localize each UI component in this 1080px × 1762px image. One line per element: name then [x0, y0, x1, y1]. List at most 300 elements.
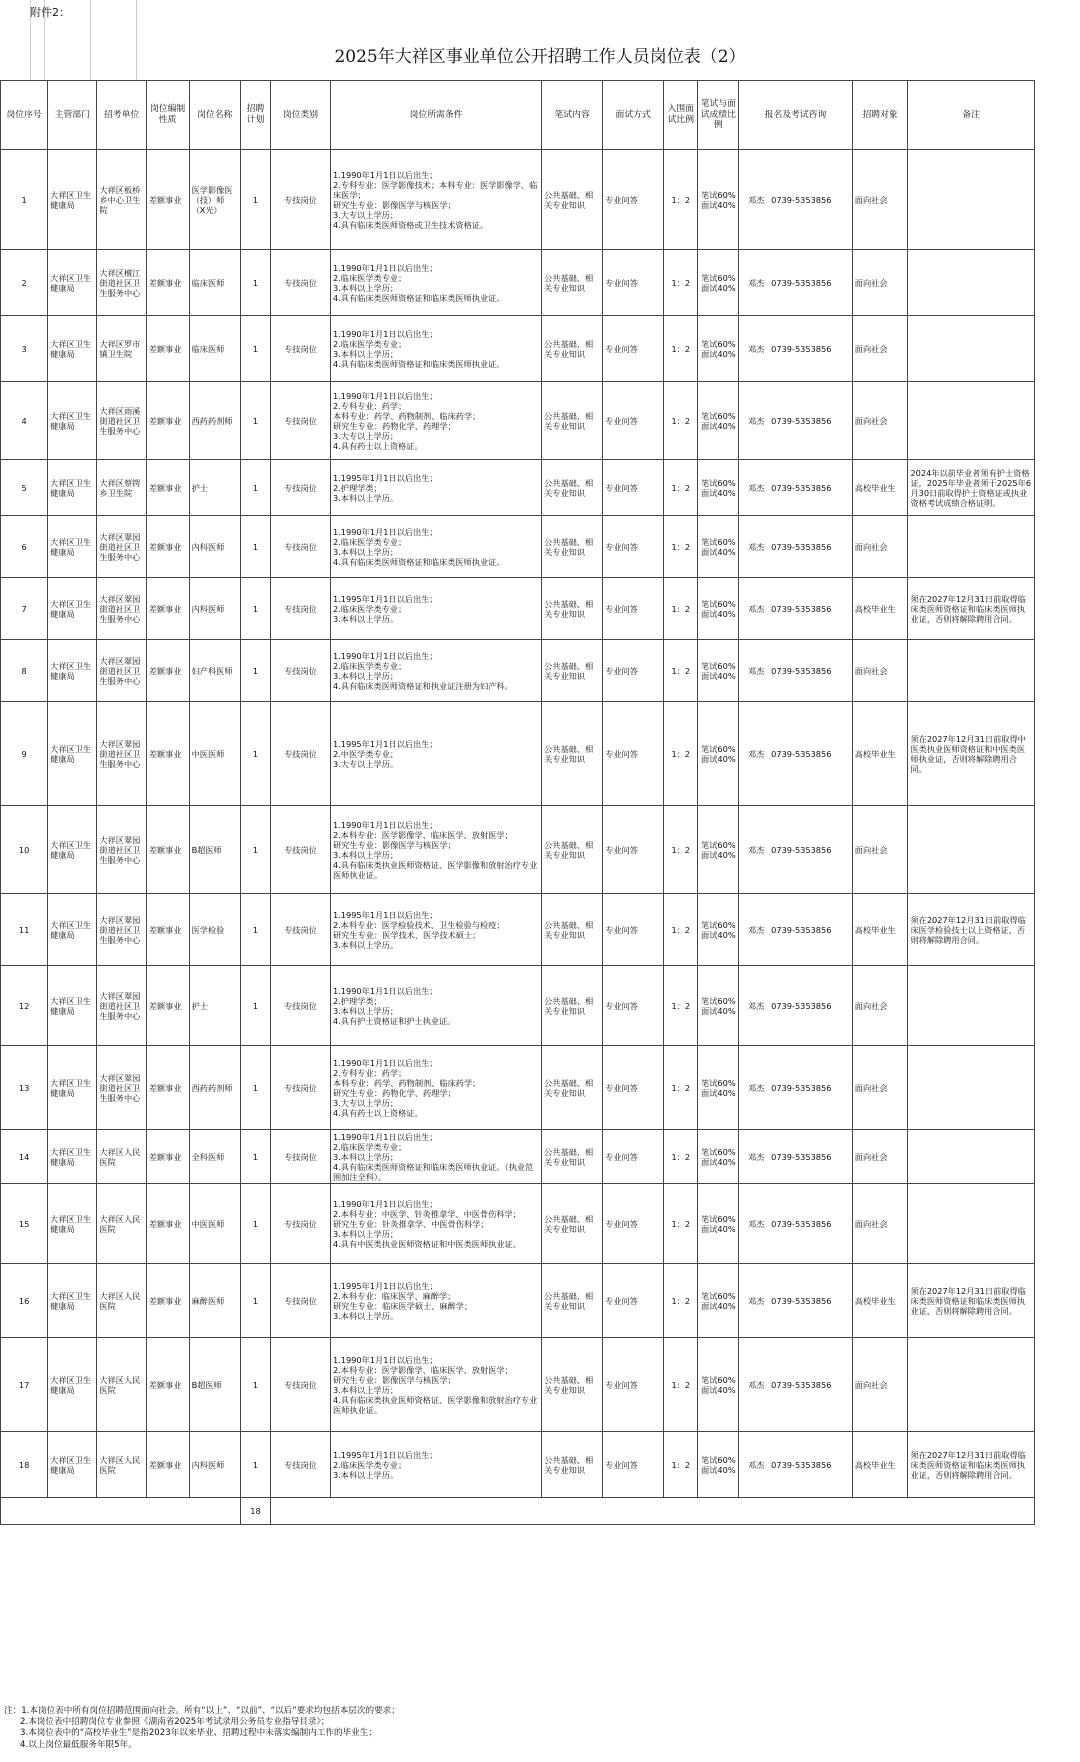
row-ratio: 1：2: [664, 1046, 698, 1130]
row-seq: 17: [1, 1338, 48, 1432]
contact-phone: 0739-5353856: [771, 1295, 832, 1306]
condition-line: 研究生专业：针灸推拿学、中医骨伤科学；: [332, 1218, 489, 1229]
row-position-name: 医学影像医（技）师（X光）: [189, 150, 240, 250]
condition-line: 2.专科专业：药学；: [332, 1067, 407, 1078]
row-category: 专技岗位: [270, 1046, 330, 1130]
table-row: [1, 806, 1035, 894]
row-ratio: 1：2: [664, 316, 698, 382]
footnote-3: 3.本岗位表中的“高校毕业生”是指2023年以来毕业、招聘过程中未落实编制内工作的毕业生；: [20, 1728, 377, 1739]
row-category: 专技岗位: [270, 250, 330, 316]
row-weight: 笔试60%面试40%: [698, 1264, 739, 1338]
condition-line: 研究生专业：医学技术、医学技术硕士；: [332, 929, 481, 940]
row-written: 公共基础、相关专业知识: [542, 316, 603, 382]
row-seq: 6: [1, 516, 48, 578]
contact-phone: 0739-5353856: [771, 1000, 832, 1011]
row-plan: 1: [240, 702, 270, 806]
row-seq: 10: [1, 806, 48, 894]
header-contact: 报名及考试咨询: [739, 81, 853, 150]
row-nature: 差额事业: [146, 316, 189, 382]
row-target: 面向社会: [852, 1184, 908, 1264]
row-interview: 专业问答: [603, 640, 664, 702]
row-position-name: 护士: [189, 460, 240, 516]
row-written: 公共基础、相关专业知识: [542, 1184, 603, 1264]
row-plan: 1: [240, 516, 270, 578]
row-position-name: 中医医师: [189, 702, 240, 806]
row-dept: 大祥区卫生健康局: [48, 382, 97, 460]
row-contact: [739, 1184, 853, 1264]
row-position-name: 内科医师: [189, 1432, 240, 1498]
row-plan: 1: [240, 1130, 270, 1184]
row-plan: 1: [240, 1432, 270, 1498]
row-ratio: 1：2: [664, 702, 698, 806]
row-target: 高校毕业生: [852, 460, 908, 516]
row-position-name: 全科医师: [189, 1130, 240, 1184]
condition-line: 2.专科专业：医学影像技术；本科专业：医学影像学、临床医学；: [332, 179, 538, 200]
row-conditions: [330, 1432, 541, 1498]
row-target: 面向社会: [852, 150, 908, 250]
row-conditions: [330, 460, 541, 516]
row-weight: 笔试60%面试40%: [698, 150, 739, 250]
condition-line: 2.本科专业：临床医学、麻醉学；: [332, 1290, 456, 1301]
condition-line: 2.临床医学类专业；: [332, 338, 407, 349]
contact-person: 邓杰: [747, 482, 765, 493]
row-position-name: 西药药剂师: [189, 382, 240, 460]
row-unit: 大祥区人民医院: [97, 1338, 146, 1432]
row-remarks: [908, 966, 1035, 1046]
row-contact: [739, 460, 853, 516]
table-row: [1, 578, 1035, 640]
row-remarks: [908, 1130, 1035, 1184]
condition-line: 2.临床医学类专业；: [332, 272, 407, 283]
condition-line: 4.具有临床类医师资格证和临床类医师执业证。: [332, 556, 505, 567]
row-nature: 差额事业: [146, 460, 189, 516]
footnotes: [4, 1706, 400, 1751]
row-unit: 大祥区檀江街道社区卫生服务中心: [97, 250, 146, 316]
header-dept: 主管部门: [48, 81, 97, 150]
row-dept: 大祥区卫生健康局: [48, 316, 97, 382]
row-remarks: [908, 806, 1035, 894]
row-ratio: 1：2: [664, 578, 698, 640]
row-category: 专技岗位: [270, 578, 330, 640]
table-row: [1, 382, 1035, 460]
row-plan: 1: [240, 382, 270, 460]
row-contact: [739, 806, 853, 894]
row-remarks: [908, 1184, 1035, 1264]
row-written: 公共基础、相关专业知识: [542, 702, 603, 806]
row-remarks: 须在2027年12月31日前取得临床类医师资格证和临床类医师执业证，否则将解除聘用合同。: [908, 1264, 1035, 1338]
row-written: 公共基础、相关专业知识: [542, 250, 603, 316]
row-written: 公共基础、相关专业知识: [542, 640, 603, 702]
total-plan: 18: [240, 1498, 270, 1525]
row-category: 专技岗位: [270, 516, 330, 578]
row-seq: 13: [1, 1046, 48, 1130]
row-ratio: 1：2: [664, 382, 698, 460]
row-ratio: 1：2: [664, 250, 698, 316]
row-remarks: [908, 150, 1035, 250]
condition-line: 3.本科以上学历；: [332, 1005, 399, 1016]
condition-line: 2.护理学类；: [332, 995, 382, 1006]
row-remarks: [908, 250, 1035, 316]
row-interview: 专业问答: [603, 1184, 664, 1264]
row-written: 公共基础、相关专业知识: [542, 150, 603, 250]
row-conditions: [330, 578, 541, 640]
row-nature: 差额事业: [146, 894, 189, 966]
row-interview: 专业问答: [603, 702, 664, 806]
row-contact: [739, 1046, 853, 1130]
row-weight: 笔试60%面试40%: [698, 1432, 739, 1498]
contact-phone: 0739-5353856: [771, 194, 832, 205]
row-nature: 差额事业: [146, 806, 189, 894]
condition-line: 3.本科以上学历；: [332, 348, 399, 359]
row-remarks: [908, 382, 1035, 460]
row-plan: 1: [240, 806, 270, 894]
row-ratio: 1：2: [664, 1130, 698, 1184]
row-nature: 差额事业: [146, 250, 189, 316]
row-category: 专技岗位: [270, 966, 330, 1046]
row-target: 面向社会: [852, 250, 908, 316]
title-bar: [0, 0, 1080, 80]
row-weight: 笔试60%面试40%: [698, 702, 739, 806]
condition-line: 3.大专以上学历；: [332, 1097, 399, 1108]
row-written: 公共基础、相关专业知识: [542, 382, 603, 460]
row-conditions: [330, 150, 541, 250]
row-plan: 1: [240, 1338, 270, 1432]
condition-line: 1.1995年1月1日以后出生；: [332, 909, 438, 920]
row-dept: 大祥区卫生健康局: [48, 806, 97, 894]
row-conditions: [330, 1264, 541, 1338]
row-unit: 大祥区人民医院: [97, 1130, 146, 1184]
row-conditions: [330, 1184, 541, 1264]
row-category: 专技岗位: [270, 640, 330, 702]
contact-person: 邓杰: [747, 415, 765, 426]
contact-phone: 0739-5353856: [771, 665, 832, 676]
row-unit: 大祥区雨溪街道社区卫生服务中心: [97, 382, 146, 460]
row-weight: 笔试60%面试40%: [698, 578, 739, 640]
header-plan: 招聘计划: [240, 81, 270, 150]
table-body: [1, 150, 1035, 1498]
table-row: [1, 966, 1035, 1046]
condition-line: 2.本科专业：医学检验技术、卫生检验与检疫；: [332, 919, 505, 930]
contact-phone: 0739-5353856: [771, 343, 832, 354]
condition-line: 3.本科以上学历；: [332, 1384, 399, 1395]
row-unit: 大祥区翠园街道社区卫生服务中心: [97, 578, 146, 640]
row-ratio: 1：2: [664, 1184, 698, 1264]
contact-person: 邓杰: [747, 277, 765, 288]
condition-line: 4.具有临床类医师资格证和临床类医师执业证。: [332, 358, 505, 369]
row-plan: 1: [240, 250, 270, 316]
row-seq: 14: [1, 1130, 48, 1184]
row-seq: 3: [1, 316, 48, 382]
row-seq: 8: [1, 640, 48, 702]
row-weight: 笔试60%面试40%: [698, 250, 739, 316]
row-unit: 大祥区翠园街道社区卫生服务中心: [97, 966, 146, 1046]
row-dept: 大祥区卫生健康局: [48, 516, 97, 578]
row-conditions: [330, 250, 541, 316]
total-blank-right: [270, 1498, 1034, 1525]
condition-line: 2.专科专业：药学；: [332, 400, 407, 411]
contact-person: 邓杰: [747, 541, 765, 552]
total-row: [1, 1498, 1035, 1525]
condition-line: 2.临床医学类专业；: [332, 1459, 407, 1470]
row-position-name: B超医师: [189, 806, 240, 894]
contact-person: 邓杰: [747, 1295, 765, 1306]
row-category: 专技岗位: [270, 460, 330, 516]
row-plan: 1: [240, 966, 270, 1046]
header-name: 岗位名称: [189, 81, 240, 150]
row-weight: 笔试60%面试40%: [698, 1338, 739, 1432]
row-weight: 笔试60%面试40%: [698, 894, 739, 966]
row-written: 公共基础、相关专业知识: [542, 806, 603, 894]
row-contact: [739, 1432, 853, 1498]
row-unit: 大祥区人民医院: [97, 1432, 146, 1498]
table-row: [1, 516, 1035, 578]
row-target: 高校毕业生: [852, 702, 908, 806]
table-row: [1, 316, 1035, 382]
row-contact: [739, 316, 853, 382]
row-weight: 笔试60%面试40%: [698, 460, 739, 516]
row-position-name: 内科医师: [189, 578, 240, 640]
contact-person: 邓杰: [747, 343, 765, 354]
condition-line: 3.本科以上学历；: [332, 546, 399, 557]
table-row: [1, 1264, 1035, 1338]
row-conditions: [330, 640, 541, 702]
contact-person: 邓杰: [747, 1379, 765, 1390]
row-interview: 专业问答: [603, 578, 664, 640]
condition-line: 3.本科以上学历。: [332, 939, 399, 950]
row-remarks: 须在2027年12月31日前取得临床类医师资格证和临床类医师执业证，否则将解除聘用合同。: [908, 1432, 1035, 1498]
condition-line: 研究生专业：药物化学、药理学；: [332, 420, 456, 431]
row-contact: [739, 250, 853, 316]
row-contact: [739, 382, 853, 460]
contact-phone: 0739-5353856: [771, 482, 832, 493]
row-nature: 差额事业: [146, 1046, 189, 1130]
row-conditions: [330, 1338, 541, 1432]
contact-person: 邓杰: [747, 924, 765, 935]
header-remarks: 备注: [908, 81, 1035, 150]
row-interview: 专业问答: [603, 1338, 664, 1432]
contact-person: 邓杰: [747, 603, 765, 614]
condition-line: 1.1990年1月1日以后出生；: [332, 985, 438, 996]
condition-line: 2.本科专业：医学影像学、临床医学、放射医学；: [332, 1364, 513, 1375]
row-plan: 1: [240, 1264, 270, 1338]
condition-line: 1.1995年1月1日以后出生；: [332, 472, 438, 483]
row-position-name: 护士: [189, 966, 240, 1046]
row-position-name: 中医医师: [189, 1184, 240, 1264]
row-unit: 大祥区翠园街道社区卫生服务中心: [97, 894, 146, 966]
row-position-name: 妇产科医师: [189, 640, 240, 702]
row-nature: 差额事业: [146, 382, 189, 460]
row-category: 专技岗位: [270, 1432, 330, 1498]
row-interview: 专业问答: [603, 1432, 664, 1498]
header-weight: 笔试与面试成绩比例: [698, 81, 739, 150]
row-dept: 大祥区卫生健康局: [48, 702, 97, 806]
condition-line: 2.临床医学类专业；: [332, 536, 407, 547]
table-row: [1, 1432, 1035, 1498]
positions-table: [0, 80, 1035, 1525]
row-dept: 大祥区卫生健康局: [48, 1046, 97, 1130]
row-remarks: [908, 640, 1035, 702]
row-conditions: [330, 316, 541, 382]
header-category: 岗位类别: [270, 81, 330, 150]
row-plan: 1: [240, 150, 270, 250]
row-interview: 专业问答: [603, 1046, 664, 1130]
row-unit: 大祥区人民医院: [97, 1264, 146, 1338]
condition-line: 1.1990年1月1日以后出生；: [332, 262, 438, 273]
row-plan: 1: [240, 894, 270, 966]
row-unit: 大祥区蔡锷乡卫生院: [97, 460, 146, 516]
row-interview: 专业问答: [603, 966, 664, 1046]
condition-line: 4.具有临床类执业医师资格证、医学影像和放射治疗专业医师执业证。: [332, 859, 538, 880]
row-plan: 1: [240, 316, 270, 382]
row-unit: 大祥区翠园街道社区卫生服务中心: [97, 640, 146, 702]
condition-line: 1.1995年1月1日以后出生；: [332, 1449, 438, 1460]
row-contact: [739, 150, 853, 250]
condition-line: 3.本科以上学历；: [332, 849, 399, 860]
table-row: [1, 1184, 1035, 1264]
row-category: 专技岗位: [270, 1338, 330, 1432]
row-ratio: 1：2: [664, 460, 698, 516]
row-position-name: B超医师: [189, 1338, 240, 1432]
condition-line: 4.具有临床类执业医师资格证、医学影像和放射治疗专业医师执业证。: [332, 1394, 538, 1415]
contact-person: 邓杰: [747, 194, 765, 205]
row-target: 面向社会: [852, 1130, 908, 1184]
row-unit: 大祥区翠园街道社区卫生服务中心: [97, 806, 146, 894]
contact-phone: 0739-5353856: [771, 844, 832, 855]
row-nature: 差额事业: [146, 702, 189, 806]
condition-line: 1.1990年1月1日以后出生；: [332, 328, 438, 339]
row-dept: 大祥区卫生健康局: [48, 640, 97, 702]
condition-line: 1.1990年1月1日以后出生；: [332, 526, 438, 537]
condition-line: 3.本科以上学历；: [332, 282, 399, 293]
condition-line: 4.具有临床类医师资格证和临床类医师执业证。: [332, 292, 505, 303]
contact-phone: 0739-5353856: [771, 1082, 832, 1093]
condition-line: 4.具有临床类医师资格证和执业证注册为妇产科。: [332, 680, 513, 691]
row-weight: 笔试60%面试40%: [698, 316, 739, 382]
row-dept: 大祥区卫生健康局: [48, 460, 97, 516]
row-plan: 1: [240, 578, 270, 640]
row-target: 面向社会: [852, 1338, 908, 1432]
table-row: [1, 1338, 1035, 1432]
row-contact: [739, 516, 853, 578]
row-dept: 大祥区卫生健康局: [48, 1432, 97, 1498]
row-written: 公共基础、相关专业知识: [542, 1130, 603, 1184]
condition-line: 本科专业：药学、药物制剂、临床药学；: [332, 410, 481, 421]
row-target: 面向社会: [852, 640, 908, 702]
row-weight: 笔试60%面试40%: [698, 640, 739, 702]
row-ratio: 1：2: [664, 894, 698, 966]
row-nature: 差额事业: [146, 640, 189, 702]
row-interview: 专业问答: [603, 516, 664, 578]
condition-line: 2.护理学类；: [332, 482, 382, 493]
row-interview: 专业问答: [603, 460, 664, 516]
row-ratio: 1：2: [664, 150, 698, 250]
header-unit: 招考单位: [97, 81, 146, 150]
row-nature: 差额事业: [146, 966, 189, 1046]
row-written: 公共基础、相关专业知识: [542, 460, 603, 516]
contact-phone: 0739-5353856: [771, 277, 832, 288]
row-interview: 专业问答: [603, 250, 664, 316]
row-seq: 12: [1, 966, 48, 1046]
row-interview: 专业问答: [603, 382, 664, 460]
contact-phone: 0739-5353856: [771, 541, 832, 552]
row-dept: 大祥区卫生健康局: [48, 1338, 97, 1432]
footnote-4: 4.以上岗位最低服务年限5年。: [20, 1739, 137, 1750]
condition-line: 3.本科以上学历；: [332, 670, 399, 681]
condition-line: 1.1990年1月1日以后出生；: [332, 1131, 438, 1142]
header-seq: 岗位序号: [1, 81, 48, 150]
row-remarks: 须在2027年12月31日前取得临床类医师资格证和临床类医师执业证，否则将解除聘用合同。: [908, 578, 1035, 640]
row-weight: 笔试60%面试40%: [698, 382, 739, 460]
condition-line: 4.具有临床类医师资格证和临床类医师执业证。（执业范围加注全科）。: [332, 1161, 534, 1182]
header-nature: 岗位编制性质: [146, 81, 189, 150]
row-target: 面向社会: [852, 966, 908, 1046]
row-interview: 专业问答: [603, 1130, 664, 1184]
row-unit: 大祥区罗市镇卫生院: [97, 316, 146, 382]
row-seq: 1: [1, 150, 48, 250]
attachment-label: 附件2：: [30, 6, 70, 19]
row-target: 面向社会: [852, 806, 908, 894]
row-conditions: [330, 894, 541, 966]
row-seq: 15: [1, 1184, 48, 1264]
row-seq: 9: [1, 702, 48, 806]
condition-line: 1.1990年1月1日以后出生；: [332, 390, 438, 401]
header-ratio: 入围面试比例: [664, 81, 698, 150]
row-plan: 1: [240, 640, 270, 702]
row-plan: 1: [240, 1046, 270, 1130]
row-weight: 笔试60%面试40%: [698, 516, 739, 578]
row-written: 公共基础、相关专业知识: [542, 894, 603, 966]
condition-line: 2.临床医学类专业；: [332, 603, 407, 614]
contact-phone: 0739-5353856: [771, 415, 832, 426]
row-written: 公共基础、相关专业知识: [542, 1046, 603, 1130]
row-category: 专技岗位: [270, 702, 330, 806]
row-target: 高校毕业生: [852, 578, 908, 640]
row-ratio: 1：2: [664, 516, 698, 578]
condition-line: 研究生专业：药物化学、药理学；: [332, 1087, 456, 1098]
row-interview: 专业问答: [603, 1264, 664, 1338]
row-dept: 大祥区卫生健康局: [48, 966, 97, 1046]
row-dept: 大祥区卫生健康局: [48, 150, 97, 250]
row-position-name: 麻醉医师: [189, 1264, 240, 1338]
row-contact: [739, 894, 853, 966]
table-row: [1, 702, 1035, 806]
row-remarks: 2024年以前毕业者须有护士资格证，2025年毕业者须于2025年6月30日前取得护士资格证或执业资格考试成绩合格证明。: [908, 460, 1035, 516]
condition-line: 3.大专以上学历。: [332, 758, 399, 769]
condition-line: 1.1990年1月1日以后出生；: [332, 1354, 438, 1365]
row-remarks: [908, 1046, 1035, 1130]
table-row: [1, 1130, 1035, 1184]
row-category: 专技岗位: [270, 316, 330, 382]
condition-line: 2.本科专业：医学影像学、临床医学、放射医学；: [332, 829, 513, 840]
table-row: [1, 460, 1035, 516]
row-category: 专技岗位: [270, 1264, 330, 1338]
condition-line: 研究生专业：影像医学与核医学；: [332, 199, 456, 210]
row-weight: 笔试60%面试40%: [698, 1184, 739, 1264]
contact-person: 邓杰: [747, 1082, 765, 1093]
row-remarks: [908, 316, 1035, 382]
contact-person: 邓杰: [747, 665, 765, 676]
contact-phone: 0739-5353856: [771, 924, 832, 935]
table-row: [1, 640, 1035, 702]
condition-line: 3.大专以上学历；: [332, 209, 399, 220]
condition-line: 2.临床医学类专业；: [332, 1141, 407, 1152]
condition-line: 1.1995年1月1日以后出生；: [332, 593, 438, 604]
header-conditions: 岗位所需条件: [330, 81, 541, 150]
row-ratio: 1：2: [664, 640, 698, 702]
footnote-2: 2.本岗位表中招聘岗位专业参照《湖南省2025年考试录用公务员专业指导目录》；: [20, 1717, 330, 1728]
row-target: 面向社会: [852, 516, 908, 578]
condition-line: 研究生专业：临床医学硕士、麻醉学；: [332, 1300, 473, 1311]
